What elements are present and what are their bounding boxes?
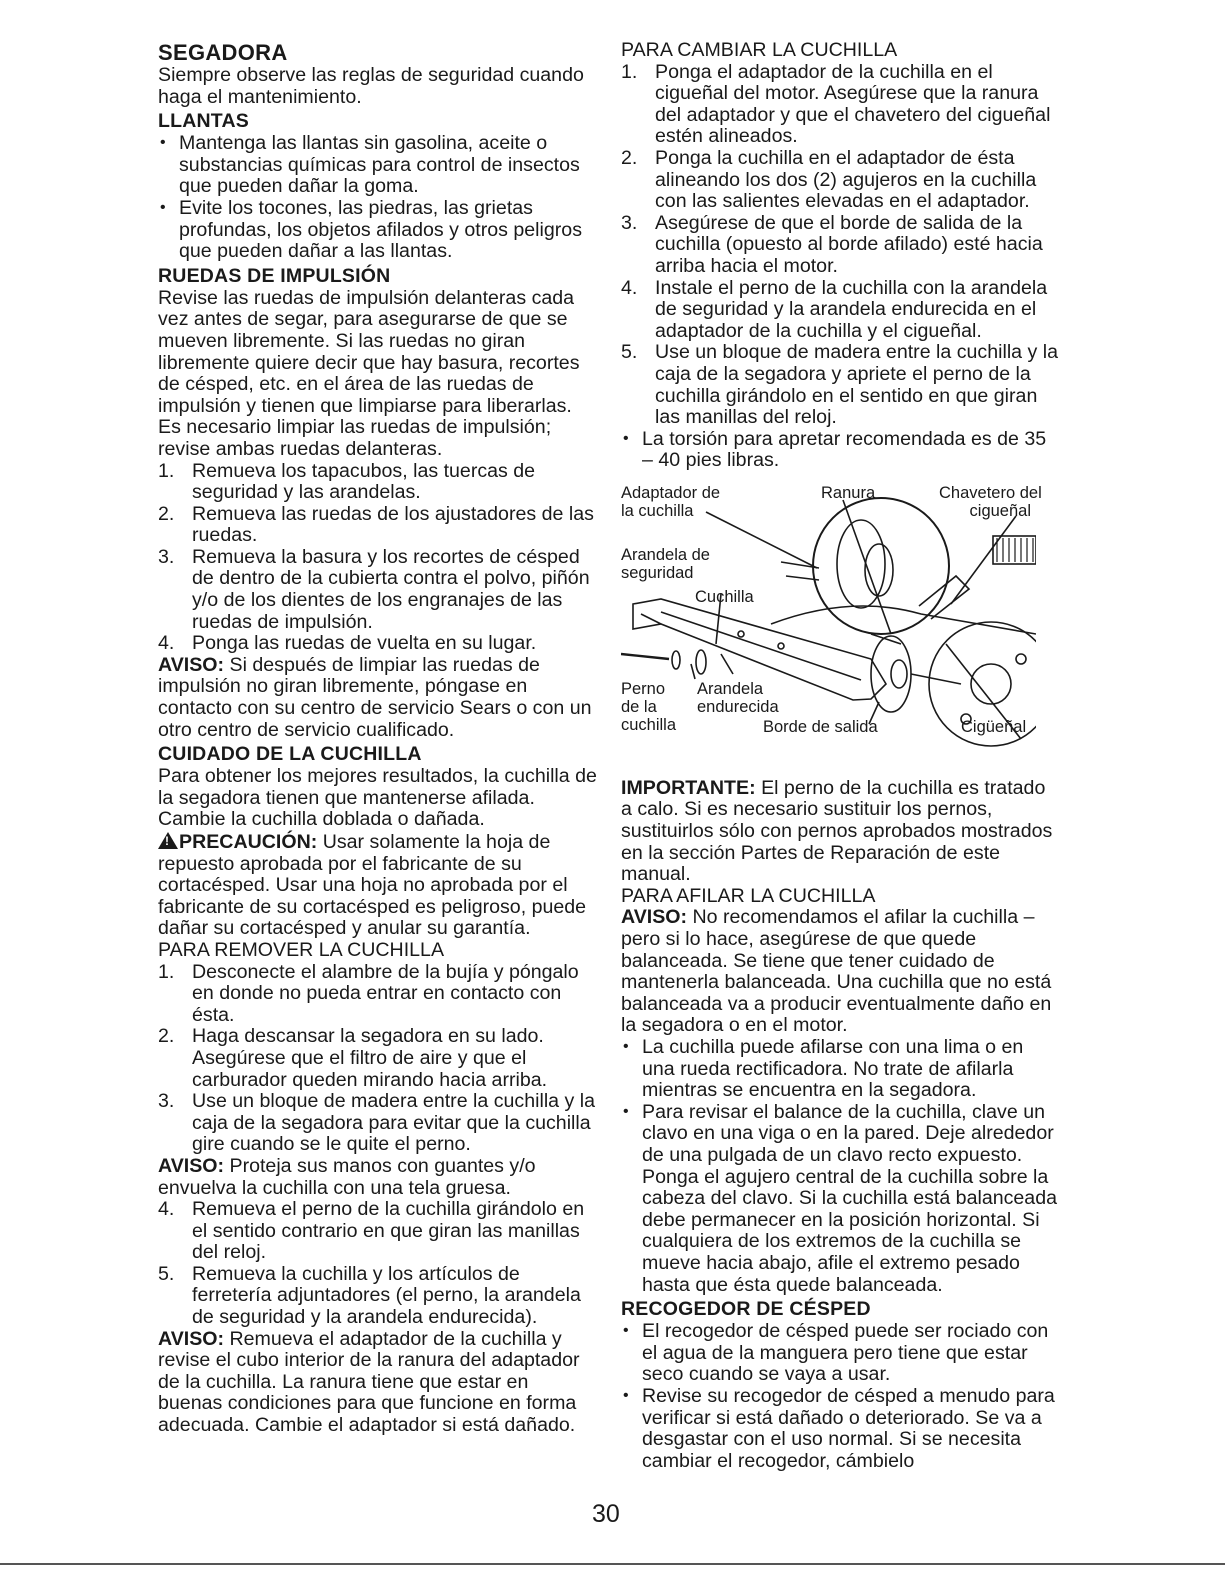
cuidado-text: Para obtener los mejores resultados, la cuchilla de la segadora tienen que mantenerse afilada. Cambie la cuchilla doblada o dañada. — [158, 765, 597, 831]
bottom-rule — [0, 1563, 1225, 1565]
list-item: 3. Asegúrese de que el borde de salida de la cuchilla (opuesto al borde afilado) esté hacia arriba hacia el motor. — [621, 211, 1043, 277]
blade-assembly-diagram — [621, 483, 1042, 764]
warning-icon — [158, 832, 178, 849]
section-title: SEGADORA — [158, 40, 288, 65]
cambiar-steps — [621, 62, 1061, 429]
ruedas-aviso: AVISO: Si después de limpiar las ruedas de impulsión no giran libremente, póngase en contacto con su centro de servicio Sears o con un otro centro de servicio cualificado. — [158, 653, 592, 741]
list-item: 1. Remueva los tapacubos, las tuercas de seguridad y las arandelas. — [158, 459, 536, 504]
list-item: 2. Ponga la cuchilla en el adaptador de ésta alineando los dos (2) agujeros en la cuchilla con las salientes elevadas en el adaptador. — [621, 146, 1037, 213]
llantas-list — [158, 133, 598, 263]
cuidado-heading: CUIDADO DE LA CUCHILLA — [158, 743, 422, 766]
recogedor-heading: RECOGEDOR DE CÉSPED — [621, 1298, 871, 1321]
afilar-heading: PARA AFILAR LA CUCHILLA — [621, 884, 876, 907]
magnifier-circle — [813, 498, 949, 634]
label-arandela-endurecida: Arandela endurecida — [697, 679, 779, 716]
llantas-bullet: • Evite los tocones, las piedras, las grietas profundas, los objetos afilados y otros peligros que pueden dañar a las llantas. — [158, 198, 598, 263]
intro-text: Siempre observe las reglas de seguridad cuando haga el mantenimiento. — [158, 64, 584, 108]
blade-bolt — [621, 654, 669, 659]
recogedor-list — [621, 1321, 1061, 1472]
afilar-bullet: • La cuchilla puede afilarse con una lima o en una rueda rectificadora. No trate de afilarla mientras se encuentra en la segadora. — [621, 1037, 1061, 1102]
label-adaptador: Adaptador de la cuchilla — [621, 483, 721, 520]
remover-steps-b — [158, 1199, 598, 1329]
label-perno: Perno de la cuchilla — [621, 679, 677, 734]
list-item: 4. Ponga las ruedas de vuelta en su lugar. — [158, 632, 537, 655]
recogedor-bullet: • Revise su recogedor de césped a menudo para verificar si está dañado o deteriorado. Se va a desgastar con el uso normal. Si se necesita cambiar el recogedor, cámbielo — [621, 1386, 1061, 1472]
label-ciguenal: Cigüeñal — [961, 717, 1027, 736]
torsion-bullet: • La torsión para apretar recomendada es de 35 – 40 pies libras. — [621, 429, 1061, 472]
label-borde-salida: Borde de salida — [763, 717, 878, 736]
list-item: 3. Remueva la basura y los recortes de césped de dentro de la cubierta contra el polvo, piñón y/o de los dientes de los engranajes de las ruedas de impulsión. — [158, 545, 590, 633]
remover-heading: PARA REMOVER LA CUCHILLA — [158, 938, 445, 961]
label-chavetero: Chavetero del cigueñal — [939, 483, 1042, 520]
afilar-list — [621, 1037, 1061, 1296]
page-number: 30 — [592, 1500, 620, 1528]
importante-note: IMPORTANTE: El perno de la cuchilla es tratado a calo. Si es necesario sustituir los pernos, sustituirlos sólo con pernos aprobados mostrados en la sección Partes de Reparación de este manual. — [621, 776, 1053, 886]
right-column — [621, 40, 1061, 1472]
recogedor-bullet: • El recogedor de césped puede ser rociado con el agua de la manguera pero tiene que estar seco cuando se vaya a usar. — [621, 1321, 1061, 1386]
label-cuchilla: Cuchilla — [695, 587, 754, 606]
ruedas-heading: RUEDAS DE IMPULSIÓN — [158, 264, 391, 287]
ruedas-text: Revise las ruedas de impulsión delanteras cada vez antes de segar, para asegurarse de que se mueven libremente. Si las ruedas no giran libremente quiere decir que hay basura, recortes de césped, etc. en el área de las ruedas de impulsión y tienen que limpiarse para liberarlas. Es necesario limpiar las ruedas de impulsión; revise ambas ruedas delanteras. — [158, 286, 580, 460]
list-item: 5. Remueva la cuchilla y los artículos de ferretería adjuntadores (el perno, la arandela de seguridad y la arandela endurecida). — [158, 1262, 581, 1329]
remover-aviso-2: AVISO: Remueva el adaptador de la cuchilla y revise el cubo interior de la ranura del adaptador de la cuchilla. La ranura tiene que estar en buenas condiciones para que funcione en forma adecuada. Cambie el adaptador si está dañado. — [158, 1327, 580, 1437]
list-item: 4. Instale el perno de la cuchilla con la arandela de seguridad y la arandela endurecida en el adaptador de la cuchilla y el cigueñal. — [621, 276, 1048, 342]
list-item: 5. Use un bloque de madera entre la cuchilla y la caja de la segadora y apriete el perno de la cuchilla girándolo en el sentido en que giran las manillas del reloj. — [621, 341, 1059, 429]
afilar-aviso: AVISO: No recomendamos el afilar la cuchilla – pero si lo hace, asegúrese de que quede balanceada. Se tiene que tener cuidado de mantenerla balanceada. Una cuchilla que no está balanceada va a producir eventualmente daño en la segadora o en el motor. — [621, 906, 1052, 1037]
afilar-bullet: • Para revisar el balance de la cuchilla, clave un clavo en una viga o en la pared. Deje alrededor de una pulgada de un clavo recto expuesto. Ponga el agujero central de la cuchilla sobre la cabeza del clavo. Si la cuchilla está balanceada debe permanecer en la posición horizontal. Si cualquiera de los extremos de la cuchilla se mueve hacia abajo, afile el extremo pesado hasta que ésta quede balanceada. — [621, 1102, 1061, 1296]
remover-aviso-1: AVISO: Proteja sus manos con guantes y/o envuelva la cuchilla con una tela gruesa. — [158, 1154, 536, 1199]
llantas-bullet: • Mantenga las llantas sin gasolina, aceite o substancias químicas para control de insectos que pueden dañar la goma. — [158, 133, 598, 198]
list-item: 4. Remueva el perno de la cuchilla girándolo en el sentido contrario en que giran las manillas del reloj. — [158, 1198, 585, 1264]
list-item: 2. Haga descansar la segadora en su lado. Asegúrese que el filtro de aire y que el carburador queden mirando hacia arriba. — [158, 1025, 548, 1091]
label-ranura: Ranura — [821, 483, 876, 502]
ruedas-steps — [158, 461, 598, 655]
remover-steps-a — [158, 962, 598, 1156]
label-arandela-seguridad: Arandela de seguridad — [621, 545, 710, 582]
list-item: 1. Ponga el adaptador de la cuchilla en el cigueñal del motor. Asegúrese que la ranura del adaptador y que el chavetero del cigueñal estén alineados. — [621, 60, 1051, 148]
hardened-washer — [696, 650, 706, 674]
list-item: 3. Use un bloque de madera entre la cuchilla y la caja de la segadora para evitar que la cuchilla gire cuando se le quite el perno. — [158, 1090, 596, 1156]
list-item: 2. Remueva las ruedas de los ajustadores de las ruedas. — [158, 502, 594, 547]
cambiar-heading: PARA CAMBIAR LA CUCHILLA — [621, 39, 898, 61]
torsion-list — [621, 429, 1061, 472]
list-item: 1. Desconecte el alambre de la bujía y póngalo en donde no pueda entrar en contacto con ésta. — [158, 960, 579, 1026]
left-column — [158, 40, 598, 1437]
precaucion-note: !PRECAUCIÓN: Usar solamente la hoja de repuesto aprobada por el fabricante de su cortacésped. Usar una hoja no aprobada por el fabricante de su cortacésped es peligroso, puede dañar su cortacésped y anular su garantía. — [158, 831, 598, 940]
lock-washer — [672, 651, 680, 669]
llantas-heading: LLANTAS — [158, 110, 249, 133]
